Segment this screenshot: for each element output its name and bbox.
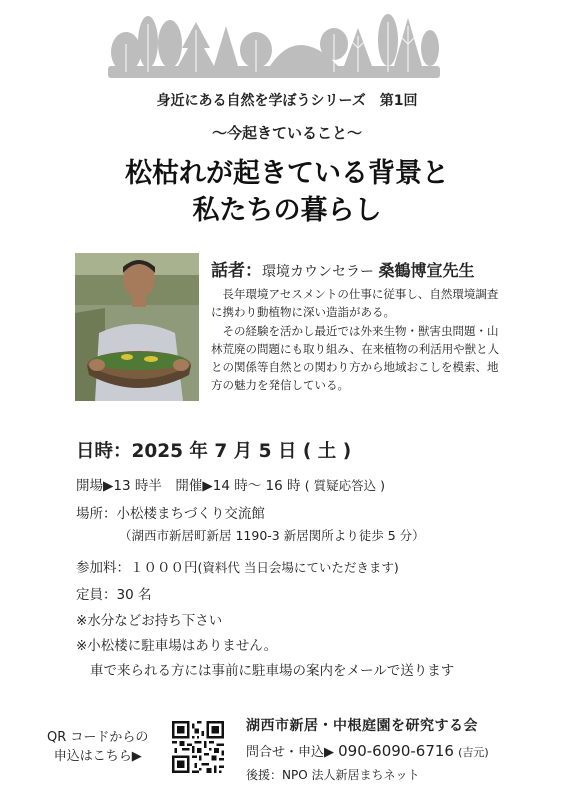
contact-info	[246, 741, 489, 760]
qr-code-icon[interactable]	[172, 721, 224, 773]
note-water: ※水分などお持ち下さい	[76, 613, 223, 629]
speaker-photo	[75, 253, 199, 401]
qr-instructions	[47, 728, 148, 766]
bio-paragraph-1: 長年環境アセスメントの仕事に従事し、自然環境調査に携わり動植物に深い造詣がある。	[211, 287, 499, 320]
title-line-2: 私たちの暮らし	[192, 195, 382, 226]
event-fee-note: (資料代 当日会場にていただきます)	[197, 560, 399, 575]
speaker-role: 環境カウンセラー	[262, 264, 374, 280]
event-time-main: 開場▶13 時半 開催▶14 時〜 16 時	[76, 478, 301, 494]
title-line-1: 松枯れが起きている背景と	[125, 158, 449, 189]
speaker-heading	[211, 256, 474, 281]
page-title	[0, 155, 574, 229]
event-fee-main: 参加料：１０００円	[76, 560, 198, 576]
event-venue-address: （湖西市新居町新居 1190-3 新居関所より徒歩 5 分）	[119, 528, 425, 543]
bio-paragraph-2: その経験を活かし最近では外来生物・獣害虫問題・山林荒廃の問題にも取り組み、在来植物の利活用や獣と人との関係等自然との関わり方から地域おこしを模索、地方の魅力を発信している。	[211, 323, 500, 393]
speaker-name: 桑鶴博宣先生	[378, 261, 475, 280]
organizer-name: 湖西市新居・中根庭園を研究する会	[246, 718, 478, 734]
speaker-label: 話者：	[211, 261, 262, 281]
event-fee	[76, 556, 399, 576]
qr-text-line-2: 申込はこちら▶	[53, 749, 142, 764]
tree-banner-icon	[108, 14, 440, 80]
note-parking-info: 車で来られる方には事前に駐車場の案内をメールで送ります	[90, 663, 455, 679]
contact-person: (吉元)	[458, 746, 489, 759]
qr-text-line-1: QR コードからの	[47, 730, 149, 745]
event-venue: 場所：小松楼まちづくり交流館	[76, 506, 265, 522]
subtitle: 〜今起きていること〜	[211, 124, 362, 142]
event-time-note: ( 質疑応答込 )	[304, 478, 385, 493]
series-title: 身近にある自然を学ぼうシリーズ 第1回	[156, 93, 418, 109]
sponsor: 後援：NPO 法人新居まちネット	[246, 768, 420, 782]
contact-label: 問合せ・申込▶	[246, 745, 334, 760]
speaker-bio	[211, 285, 507, 395]
note-parking: ※小松楼に駐車場はありません。	[76, 638, 278, 654]
event-time	[76, 474, 385, 494]
event-capacity: 定員：30 名	[76, 587, 152, 603]
event-date: 日時：2025 年 7 月 5 日 ( 土 )	[76, 441, 352, 462]
phone-number[interactable]: 090-6090-6716	[338, 742, 454, 760]
